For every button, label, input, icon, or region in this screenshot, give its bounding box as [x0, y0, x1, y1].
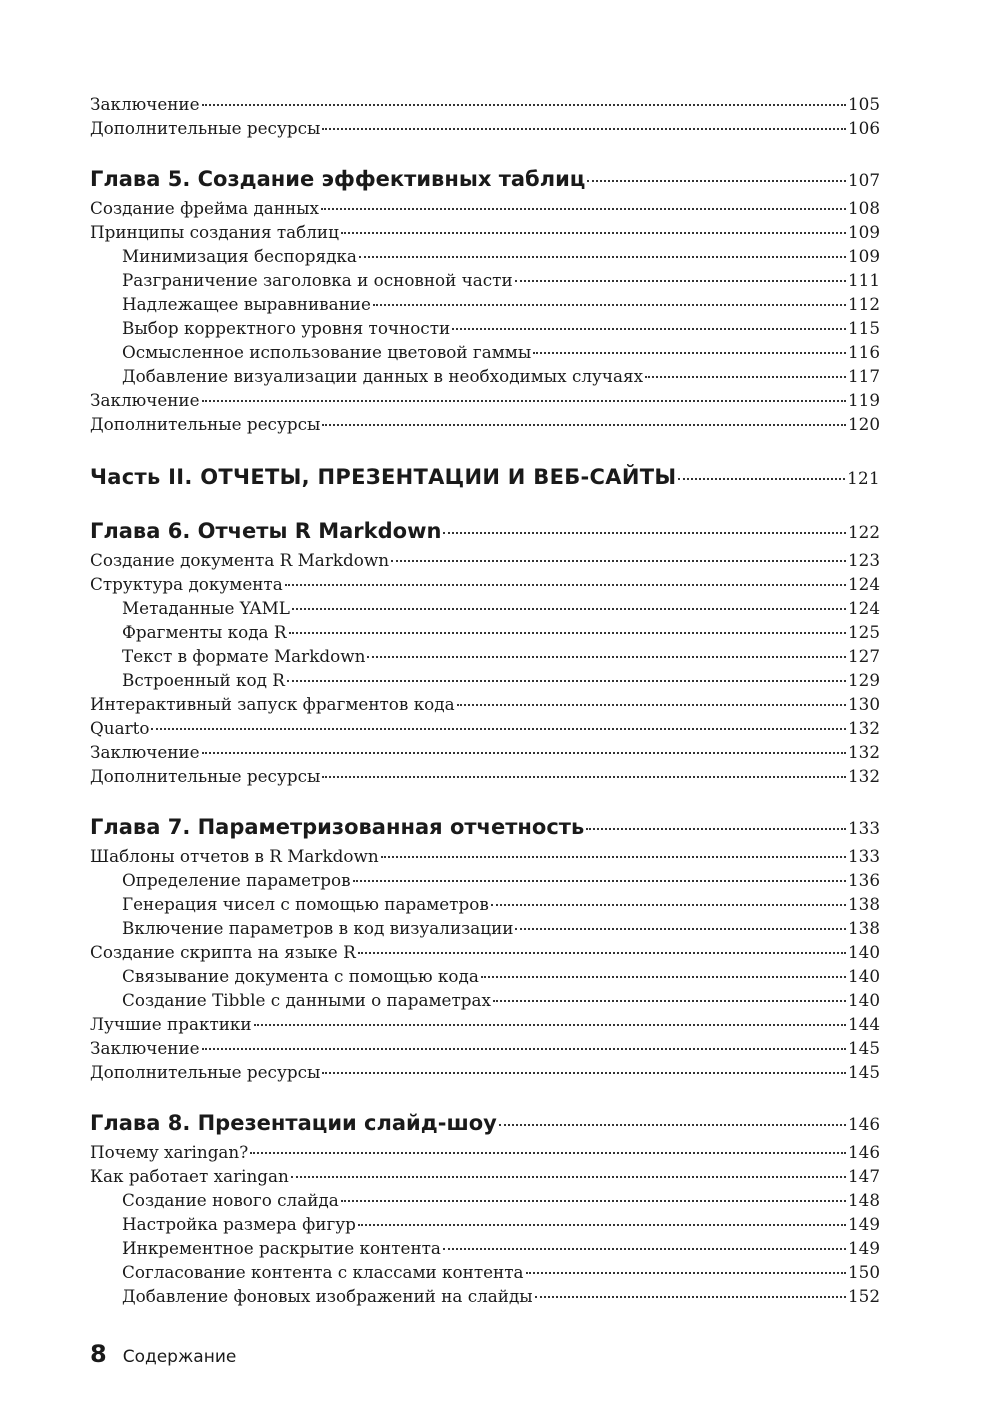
dot-leader — [358, 1207, 846, 1226]
dot-leader — [321, 191, 846, 210]
toc-entry-page: 120 — [847, 413, 880, 434]
toc-entry-page: 148 — [847, 1189, 880, 1210]
toc-entry-title: Дополнительные ресурсы — [90, 413, 321, 434]
dot-leader — [341, 1183, 846, 1202]
toc-entry-page: 116 — [847, 341, 880, 362]
dot-leader — [202, 735, 846, 754]
dot-leader — [285, 567, 846, 586]
toc-entry-page: 122 — [847, 522, 880, 542]
toc-entry — [90, 1059, 880, 1083]
toc-part — [90, 461, 880, 491]
dot-leader — [526, 1255, 846, 1274]
toc-entry-title: Разграничение заголовка и основной части — [122, 269, 513, 290]
toc-entry-title: Создание Tibble с данными о параметрах — [122, 989, 491, 1010]
dot-leader — [289, 615, 846, 634]
toc-entry — [90, 411, 880, 435]
toc-entry-page: 111 — [847, 269, 880, 290]
dot-leader — [645, 359, 846, 378]
dot-leader — [491, 887, 846, 906]
dot-leader — [481, 959, 846, 978]
toc-entry-title: Инкрементное раскрытие контента — [122, 1237, 441, 1258]
toc-entry-title: Создание скрипта на языке R — [90, 941, 356, 962]
toc-entry-title: Дополнительные ресурсы — [90, 765, 321, 786]
toc-entry-title: Выбор корректного уровня точности — [122, 317, 451, 338]
dot-leader — [322, 407, 846, 426]
dot-leader — [373, 287, 846, 306]
toc-entry-page: 130 — [847, 693, 880, 714]
toc-entry-title: Заключение — [90, 389, 200, 410]
toc-entry-page: 107 — [847, 170, 880, 190]
toc-entry-title: Согласование контента с классами контента — [122, 1261, 524, 1282]
toc-entry-page: 117 — [847, 365, 880, 386]
toc-entry-page: 115 — [847, 317, 880, 338]
dot-leader — [353, 863, 846, 882]
dot-leader — [457, 687, 846, 706]
toc-entry-page: 138 — [847, 917, 880, 938]
toc-entry-title: Генерация чисел с помощью параметров — [122, 893, 489, 914]
toc-entry-page: 129 — [847, 669, 880, 690]
toc-entry-page: 123 — [847, 549, 880, 570]
toc-entry-page: 140 — [847, 965, 880, 986]
dot-leader — [202, 1031, 846, 1050]
dot-leader — [202, 87, 846, 106]
toc-entry-title: Заключение — [90, 93, 200, 114]
toc-chapter — [90, 163, 880, 193]
toc-entry-page: 136 — [847, 869, 880, 890]
dot-leader — [533, 335, 846, 354]
dot-leader — [535, 1279, 846, 1298]
dot-leader — [322, 1055, 846, 1074]
toc-entry-page: 124 — [847, 573, 880, 594]
page-footer — [90, 1340, 236, 1368]
dot-leader — [515, 263, 846, 282]
toc-entry-title: Интерактивный запуск фрагментов кода — [90, 693, 455, 714]
toc-entry-title: Лучшие практики — [90, 1013, 252, 1034]
toc-entry-title: Шаблоны отчетов в R Markdown — [90, 845, 379, 866]
dot-leader — [287, 663, 846, 682]
toc-entry-page: 138 — [847, 893, 880, 914]
toc-entry-title: Минимизация беспорядка — [122, 245, 357, 266]
toc-entry-title: Определение параметров — [122, 869, 351, 890]
toc-entry-page: 146 — [847, 1141, 880, 1162]
toc-entry-title: Заключение — [90, 1037, 200, 1058]
toc-entry-page: 149 — [847, 1237, 880, 1258]
toc-entry-title: Заключение — [90, 741, 200, 762]
toc-entry-title: Глава 8. Презентации слайд-шоу — [90, 1111, 497, 1135]
page-number: 8 — [90, 1340, 107, 1368]
dot-leader — [202, 383, 846, 402]
toc-entry-page: 146 — [847, 1114, 880, 1134]
toc-entry-title: Глава 5. Создание эффективных таблиц — [90, 167, 586, 191]
toc-entry-title: Текст в формате Markdown — [122, 645, 366, 666]
dot-leader — [381, 839, 846, 858]
dot-leader — [358, 935, 846, 954]
dot-leader — [151, 711, 846, 730]
toc-entry-title: Встроенный код R — [122, 669, 285, 690]
toc-entry-title: Создание фрейма данных — [90, 197, 319, 218]
toc-entry-title: Добавление фоновых изображений на слайды — [122, 1285, 533, 1306]
dot-leader — [254, 1007, 846, 1026]
dot-leader — [586, 807, 846, 830]
toc-entry-page: 106 — [847, 117, 880, 138]
toc-entry — [90, 115, 880, 139]
toc-entry-page: 125 — [847, 621, 880, 642]
dot-leader — [292, 591, 846, 610]
toc-entry-title: Quarto — [90, 717, 150, 738]
toc-entry-page: 145 — [847, 1061, 880, 1082]
toc-entry-title: Связывание документа с помощью кода — [122, 965, 479, 986]
toc-entry-title: Дополнительные ресурсы — [90, 117, 321, 138]
dot-leader — [452, 311, 846, 330]
dot-leader — [391, 543, 846, 562]
toc-entry-page: 145 — [847, 1037, 880, 1058]
dot-leader — [515, 911, 846, 930]
toc-entry-title: Дополнительные ресурсы — [90, 1061, 321, 1082]
toc-entry-title: Принципы создания таблиц — [90, 221, 339, 242]
toc-entry-title: Часть II. ОТЧЕТЫ, ПРЕЗЕНТАЦИИ И ВЕБ-САЙТЫ — [90, 465, 677, 489]
toc-entry-page: 133 — [847, 845, 880, 866]
table-of-contents — [90, 91, 880, 1307]
toc-entry-title: Создание документа R Markdown — [90, 549, 390, 570]
toc-entry-page: 140 — [847, 989, 880, 1010]
toc-entry-page: 140 — [847, 941, 880, 962]
dot-leader — [499, 1103, 846, 1126]
toc-entry-title: Настройка размера фигур — [122, 1213, 356, 1234]
toc-entry-page: 112 — [847, 293, 880, 314]
toc-chapter — [90, 1107, 880, 1137]
toc-entry-title: Включение параметров в код визуализации — [122, 917, 514, 938]
toc-entry-page: 132 — [847, 765, 880, 786]
toc-entry-page: 152 — [847, 1285, 880, 1306]
toc-entry-page: 121 — [847, 468, 880, 488]
toc-entry-page: 132 — [847, 717, 880, 738]
toc-entry-title: Почему xaringan? — [90, 1141, 249, 1162]
toc-entry-page: 109 — [847, 221, 880, 242]
toc-entry-title: Осмысленное использование цветовой гаммы — [122, 341, 532, 362]
running-title: Содержание — [122, 1347, 237, 1367]
dot-leader — [443, 511, 846, 534]
toc-entry-page: 133 — [847, 818, 880, 838]
dot-leader — [493, 983, 846, 1002]
dot-leader — [250, 1135, 846, 1154]
toc-entry — [90, 1283, 880, 1307]
toc-entry-title: Структура документа — [90, 573, 283, 594]
toc-entry-page: 150 — [847, 1261, 880, 1282]
toc-entry-page: 105 — [847, 93, 880, 114]
toc-entry-page: 119 — [847, 389, 880, 410]
dot-leader — [587, 159, 846, 182]
toc-entry-page: 132 — [847, 741, 880, 762]
dot-leader — [678, 457, 845, 480]
toc-entry-title: Добавление визуализации данных в необходимых случаях — [122, 365, 644, 386]
toc-entry-title: Глава 6. Отчеты R Markdown — [90, 519, 442, 543]
toc-entry-page: 149 — [847, 1213, 880, 1234]
dot-leader — [322, 759, 846, 778]
toc-entry-title: Создание нового слайда — [122, 1189, 339, 1210]
toc-entry-page: 108 — [847, 197, 880, 218]
toc-entry-title: Как работает xaringan — [90, 1165, 289, 1186]
dot-leader — [291, 1159, 846, 1178]
toc-entry-page: 124 — [847, 597, 880, 618]
toc-entry-title: Фрагменты кода R — [122, 621, 287, 642]
toc-entry-page: 127 — [847, 645, 880, 666]
toc-entry-title: Метаданные YAML — [122, 597, 290, 618]
toc-entry — [90, 763, 880, 787]
toc-entry-title: Глава 7. Параметризованная отчетность — [90, 815, 585, 839]
dot-leader — [341, 215, 846, 234]
toc-entry-title: Надлежащее выравнивание — [122, 293, 371, 314]
dot-leader — [322, 111, 846, 130]
dot-leader — [443, 1231, 846, 1250]
toc-entry-page: 109 — [847, 245, 880, 266]
toc-entry-page: 147 — [847, 1165, 880, 1186]
toc-entry-page: 144 — [847, 1013, 880, 1034]
toc-chapter — [90, 811, 880, 841]
dot-leader — [367, 639, 846, 658]
dot-leader — [359, 239, 846, 258]
toc-chapter — [90, 515, 880, 545]
